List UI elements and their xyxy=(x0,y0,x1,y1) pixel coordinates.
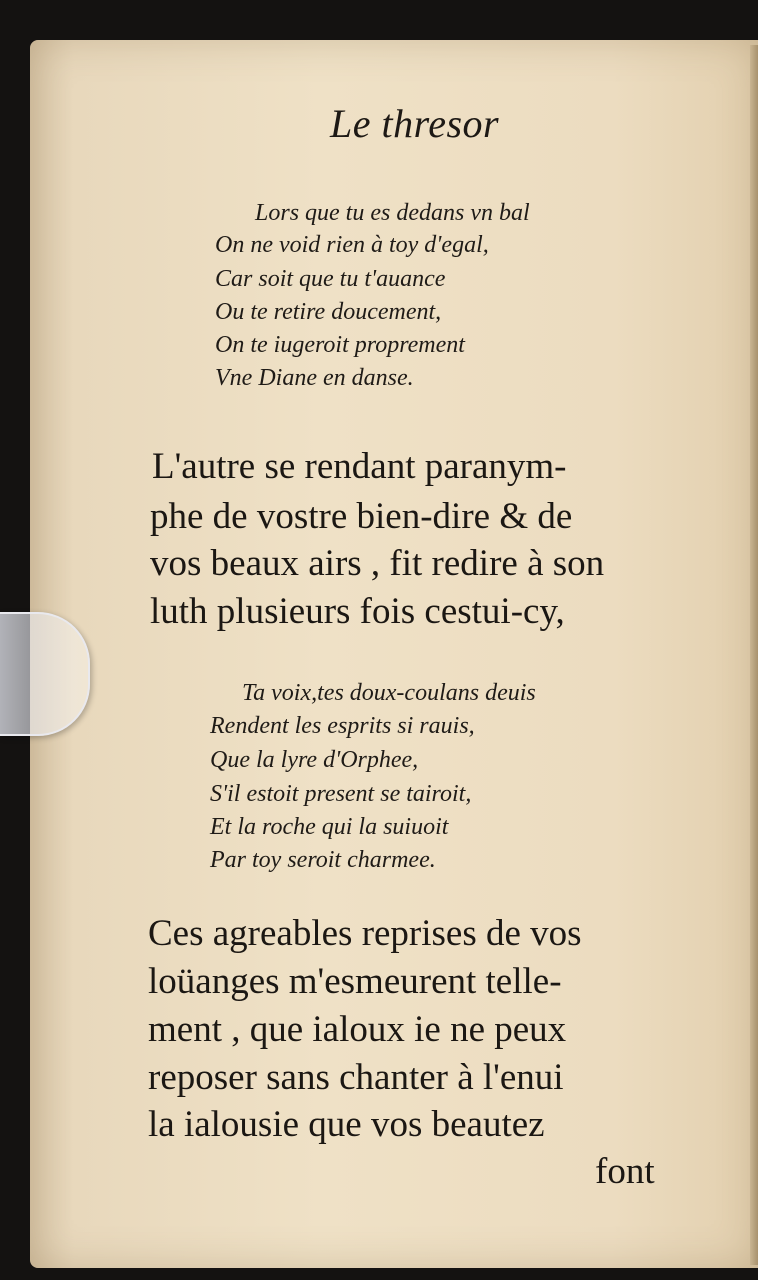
prose-line: vos beaux airs , fit redire à son xyxy=(150,543,605,584)
catchword: font xyxy=(595,1151,655,1192)
verse-line: Rendent les esprits si rauis, xyxy=(210,713,475,739)
verse-line: Ou te retire doucement, xyxy=(215,299,442,325)
prose-line: luth plusieurs fois cestui-cy, xyxy=(150,591,565,632)
prose-line: Ces agreables reprises de vos xyxy=(148,913,582,954)
prose-line: phe de vostre bien-dire & de xyxy=(150,496,573,537)
verse-line: Lors que tu es dedans vn bal xyxy=(255,200,530,226)
verse-line: S'il estoit present se tairoit, xyxy=(210,781,472,807)
verse-line: Ta voix,tes doux-coulans deuis xyxy=(242,680,536,706)
verse-line: On ne void rien à toy d'egal, xyxy=(215,232,489,258)
page-edge xyxy=(750,45,758,1265)
prose-line: ment , que ialoux ie ne peux xyxy=(148,1009,567,1050)
verse-line: Par toy seroit charmee. xyxy=(210,847,436,873)
running-head: Le thresor xyxy=(330,101,500,146)
page-clip xyxy=(0,612,90,736)
prose-line: L'autre se rendant paranym- xyxy=(152,446,567,487)
prose-line: la ialousie que vos beautez xyxy=(148,1104,545,1145)
verse-line: Et la roche qui la suiuoit xyxy=(210,814,449,840)
verse-line: On te iugeroit proprement xyxy=(215,332,465,358)
prose-line: loüanges m'esmeurent telle- xyxy=(148,961,562,1002)
prose-line: reposer sans chanter à l'enui xyxy=(148,1057,564,1098)
verse-line: Vne Diane en danse. xyxy=(215,365,414,391)
verse-line: Que la lyre d'Orphee, xyxy=(210,747,419,773)
verse-line: Car soit que tu t'auance xyxy=(215,266,446,292)
